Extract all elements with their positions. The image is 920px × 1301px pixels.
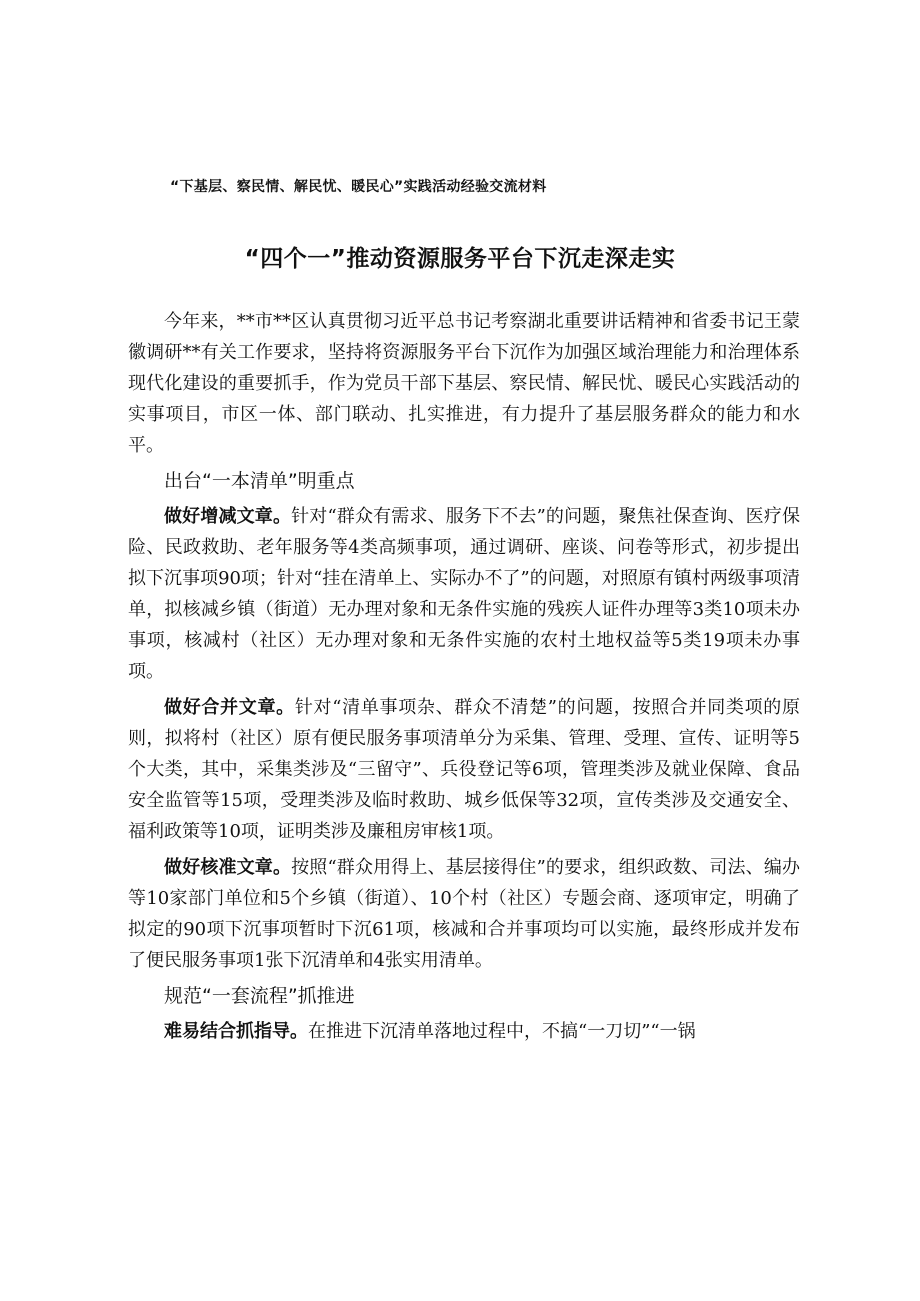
section-heading-1: 出台“一本清单”明重点 bbox=[164, 470, 355, 492]
paragraph-text: 在推进下沉清单落地过程中，不搞“一刀切”“一锅 bbox=[308, 1021, 696, 1042]
paragraph-guidance bbox=[128, 1016, 800, 1047]
paragraph-lead: 难易结合抓指导。 bbox=[164, 1021, 308, 1042]
paragraph-verify bbox=[128, 852, 800, 976]
intro-paragraph: 今年来，**市**区认真贯彻习近平总书记考察湖北重要讲话精神和省委书记王蒙徽调研**有关工作要求，坚持将资源服务平台下沉作为加强区域治理能力和治理体系现代化建设的重要抓手，作为党员干部下基层、察民情、解民忧、暖民心实践活动的实事项目，市区一体、部门联动、扎实推进，有力提升了基层服务群众的能力和水平。 bbox=[128, 311, 800, 456]
document-title: “四个一”推动资源服务平台下沉走深走实 bbox=[244, 246, 676, 272]
paragraph-text: 按照“群众用得上、基层接得住”的要求，组织政数、司法、编办等10家部门单位和5个乡镇（街道）、10个村（社区）专题会商、逐项审定，明确了拟定的90项下沉事项暂时下沉61项，核减和合并事项均可以实施，最终形成并发布了便民服务事项1张下沉清单和4张实用清单。 bbox=[128, 857, 801, 971]
paragraph-lead: 做好增减文章。 bbox=[164, 506, 292, 527]
paragraph-text: 针对“清单事项杂、群众不清楚”的问题，按照合并同类项的原则，拟将村（社区）原有便民服务事项清单分为采集、管理、受理、宣传、证明等5个大类，其中，采集类涉及“三留守”、兵役登记等6项，管理类涉及就业保障、食品安全监管等15项，受理类涉及临时救助、城乡低保等32项，宣传类涉及交通安全、福利政策等10项，证明类涉及廉租房审核1项。 bbox=[128, 697, 800, 842]
paragraph-increase-decrease bbox=[128, 501, 800, 687]
paragraph-text: 针对“群众有需求、服务下不去”的问题，聚焦社保查询、医疗保险、民政救助、老年服务等4类高频事项，通过调研、座谈、问卷等形式，初步提出拟下沉事项90项；针对“挂在清单上、实际办不了”的问题，对照原有镇村两级事项清单，拟核减乡镇（街道）无办理对象和无条件实施的残疾人证件办理等3类10项未办事项，核减村（社区）无办理对象和无条件实施的农村土地权益等5类19项未办事项。 bbox=[128, 506, 801, 682]
paragraph-lead: 做好核准文章。 bbox=[164, 857, 292, 878]
document-body bbox=[128, 306, 800, 1052]
paragraph-lead: 做好合并文章。 bbox=[164, 697, 295, 718]
document-header: “下基层、察民情、解民忧、暖民心”实践活动经验交流材料 bbox=[170, 179, 547, 195]
section-heading-2: 规范“一套流程”抓推进 bbox=[164, 985, 355, 1007]
paragraph-merge bbox=[128, 692, 800, 847]
